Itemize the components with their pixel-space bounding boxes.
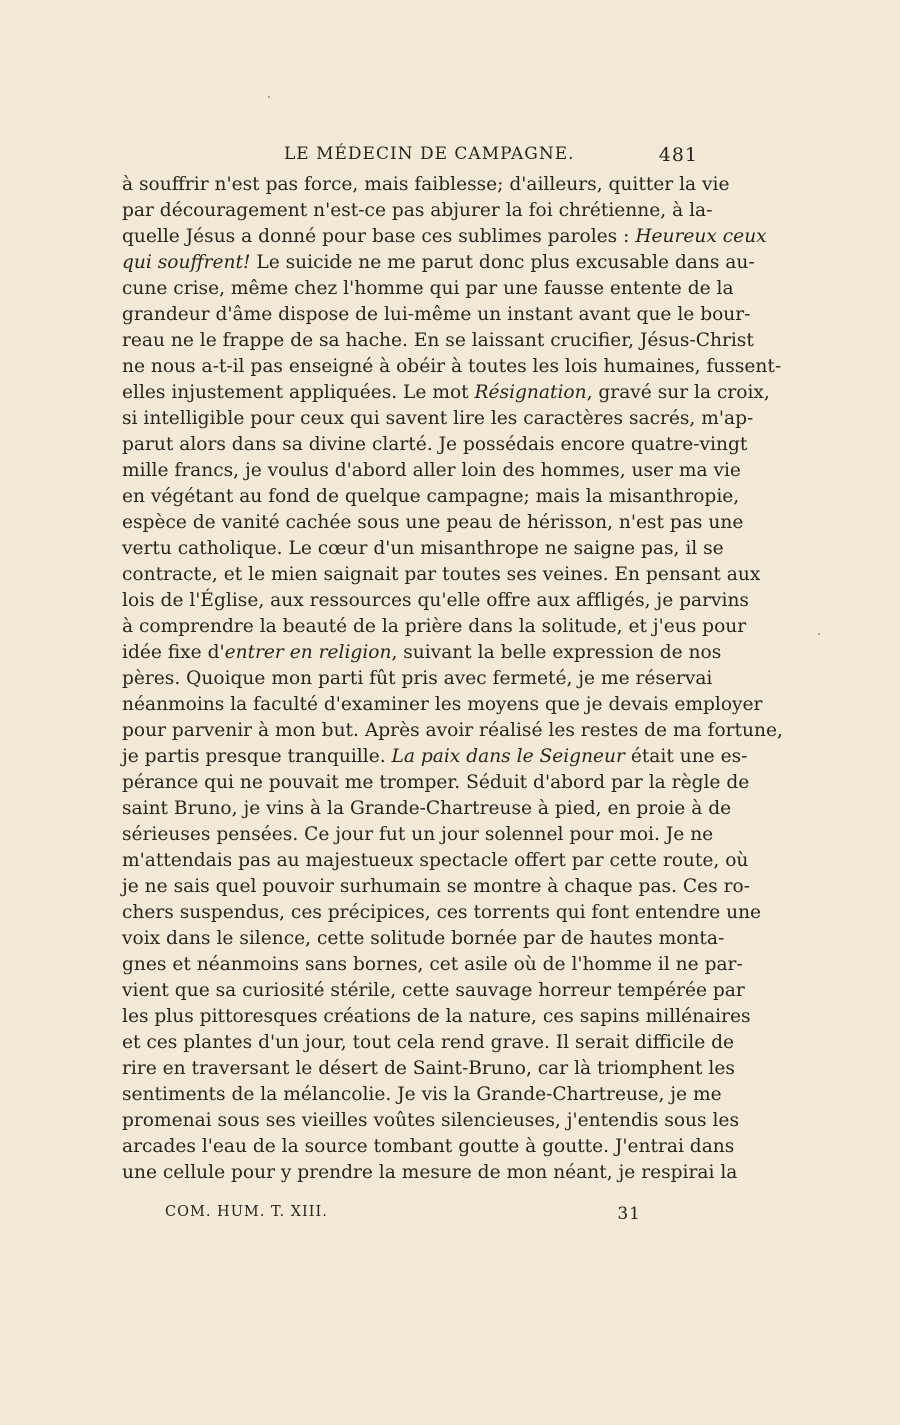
text-line xyxy=(122,406,754,432)
text-run: en végétant au fond de quelque campagne; mais la misanthropie, xyxy=(122,486,740,507)
text-run: vient que sa curiosité stérile, cette sauvage horreur tempérée par xyxy=(122,980,745,1001)
text-run: idée fixe d' xyxy=(122,642,225,663)
text-run: sentiments de la mélancolie. Je vis la Grande-Chartreuse, je me xyxy=(122,1084,722,1105)
text-run: lois de l'Église, aux ressources qu'elle offre aux affligés, je parvins xyxy=(122,590,749,611)
text-run: Le suicide ne me parut donc plus excusable dans au- xyxy=(250,252,755,273)
body-text xyxy=(122,172,783,1186)
italic-phrase: La paix dans le Seigneur xyxy=(391,746,625,767)
text-line xyxy=(122,432,748,458)
text-run: les plus pittoresques créations de la nature, ces sapins millénaires xyxy=(122,1006,751,1027)
text-line xyxy=(122,718,783,744)
text-line xyxy=(122,536,724,562)
text-line xyxy=(122,900,762,926)
text-line xyxy=(122,328,754,354)
text-line xyxy=(122,562,761,588)
text-run: rire en traversant le désert de Saint-Bruno, car là triomphent les xyxy=(122,1058,735,1079)
text-line xyxy=(122,666,713,692)
text-line xyxy=(122,1108,739,1134)
text-run: , gravé sur la croix, xyxy=(586,382,770,403)
text-line xyxy=(122,978,745,1004)
text-run: était une es- xyxy=(624,746,748,767)
text-run: et ces plantes d'un jour, tout cela rend grave. Il serait difficile de xyxy=(122,1032,735,1053)
text-run: espèce de vanité cachée sous une peau de hérisson, n'est pas une xyxy=(122,512,744,533)
text-line xyxy=(122,250,755,276)
text-run: je partis presque tranquille. xyxy=(122,746,392,767)
italic-phrase: qui souffrent! xyxy=(122,252,251,273)
text-run: saint Bruno, je vins à la Grande-Chartreuse à pied, en proie à de xyxy=(122,798,732,819)
text-run: , suivant la belle expression de nos xyxy=(391,642,722,663)
italic-phrase: Heureux ceux xyxy=(635,226,767,247)
sheet-number: 31 xyxy=(617,1204,641,1224)
text-line xyxy=(122,588,749,614)
text-run: grandeur d'âme dispose de lui-même un instant avant que le bour- xyxy=(122,304,751,325)
text-line xyxy=(122,1056,735,1082)
text-run: à souffrir n'est pas force, mais faiblesse; d'ailleurs, quitter la vie xyxy=(122,174,730,195)
italic-phrase: entrer en religion xyxy=(224,642,392,663)
text-run: chers suspendus, ces précipices, ces torrents qui font entendre une xyxy=(122,902,762,923)
text-line xyxy=(122,302,751,328)
text-run: ne nous a-t-il pas enseigné à obéir à toutes les lois humaines, fussent- xyxy=(122,356,782,377)
text-run: vertu catholique. Le cœur d'un misanthrope ne saigne pas, il se xyxy=(122,538,724,559)
page-footer xyxy=(165,1204,645,1226)
text-run: mille francs, je voulus d'abord aller loin des hommes, user ma vie xyxy=(122,460,741,481)
text-run: sérieuses pensées. Ce jour fut un jour solennel pour moi. Je ne xyxy=(122,824,714,845)
text-line xyxy=(122,640,722,666)
text-run: pérance qui ne pouvait me tromper. Séduit d'abord par la règle de xyxy=(122,772,750,793)
text-run: m'attendais pas au majestueux spectacle offert par cette route, où xyxy=(122,850,749,871)
text-run: promenai sous ses vieilles voûtes silencieuses, j'entendis sous les xyxy=(122,1110,739,1131)
text-run: parut alors dans sa divine clarté. Je possédais encore quatre-vingt xyxy=(122,434,748,455)
text-run: par découragement n'est-ce pas abjurer la foi chrétienne, à la- xyxy=(122,200,713,221)
text-run: si intelligible pour ceux qui savent lire les caractères sacrés, m'ap- xyxy=(122,408,754,429)
text-run: je ne sais quel pouvoir surhumain se montre à chaque pas. Ces ro- xyxy=(122,876,750,897)
text-run: à comprendre la beauté de la prière dans la solitude, et j'eus pour xyxy=(122,616,747,637)
text-line xyxy=(122,770,750,796)
text-line xyxy=(122,848,749,874)
text-line xyxy=(122,380,770,406)
running-title: LE MÉDECIN DE CAMPAGNE. xyxy=(284,144,575,164)
text-line xyxy=(122,952,743,978)
text-run: reau ne le frappe de sa hache. En se laissant crucifier, Jésus-Christ xyxy=(122,330,754,351)
text-run: arcades l'eau de la source tombant goutte à goutte. J'entrai dans xyxy=(122,1136,735,1157)
text-run: quelle Jésus a donné pour base ces sublimes paroles : xyxy=(122,226,636,247)
text-line xyxy=(122,1160,738,1186)
text-run: pour parvenir à mon but. Après avoir réalisé les restes de ma fortune, xyxy=(122,720,783,741)
text-line xyxy=(122,458,741,484)
paper-speck xyxy=(268,96,270,98)
text-run: contracte, et le mien saignait par toutes ses veines. En pensant aux xyxy=(122,564,761,585)
page-header xyxy=(122,144,698,168)
text-line xyxy=(122,744,748,770)
text-line xyxy=(122,510,744,536)
text-line xyxy=(122,822,714,848)
text-run: voix dans le silence, cette solitude bornée par de hautes monta- xyxy=(122,928,725,949)
text-line xyxy=(122,796,732,822)
text-line xyxy=(122,198,713,224)
text-run: cune crise, même chez l'homme qui par une fausse entente de la xyxy=(122,278,734,299)
text-line xyxy=(122,172,730,198)
text-run: une cellule pour y prendre la mesure de mon néant, je respirai la xyxy=(122,1162,738,1183)
page-number: 481 xyxy=(658,144,698,166)
text-line xyxy=(122,1030,735,1056)
paper-speck xyxy=(818,633,820,635)
text-run: néanmoins la faculté d'examiner les moyens que je devais employer xyxy=(122,694,763,715)
text-line xyxy=(122,484,740,510)
text-line xyxy=(122,1134,735,1160)
text-line xyxy=(122,1004,751,1030)
text-line xyxy=(122,874,750,900)
text-line xyxy=(122,276,734,302)
italic-phrase: Résignation xyxy=(474,382,587,403)
text-line xyxy=(122,224,767,250)
text-run: gnes et néanmoins sans bornes, cet asile où de l'homme il ne par- xyxy=(122,954,743,975)
text-line xyxy=(122,692,763,718)
text-line xyxy=(122,926,725,952)
text-line xyxy=(122,614,747,640)
text-run: pères. Quoique mon parti fût pris avec fermeté, je me réservai xyxy=(122,668,713,689)
text-run: elles injustement appliquées. Le mot xyxy=(122,382,475,403)
text-line xyxy=(122,354,782,380)
text-line xyxy=(122,1082,722,1108)
printer-signature: COM. HUM. T. XIII. xyxy=(165,1204,328,1220)
